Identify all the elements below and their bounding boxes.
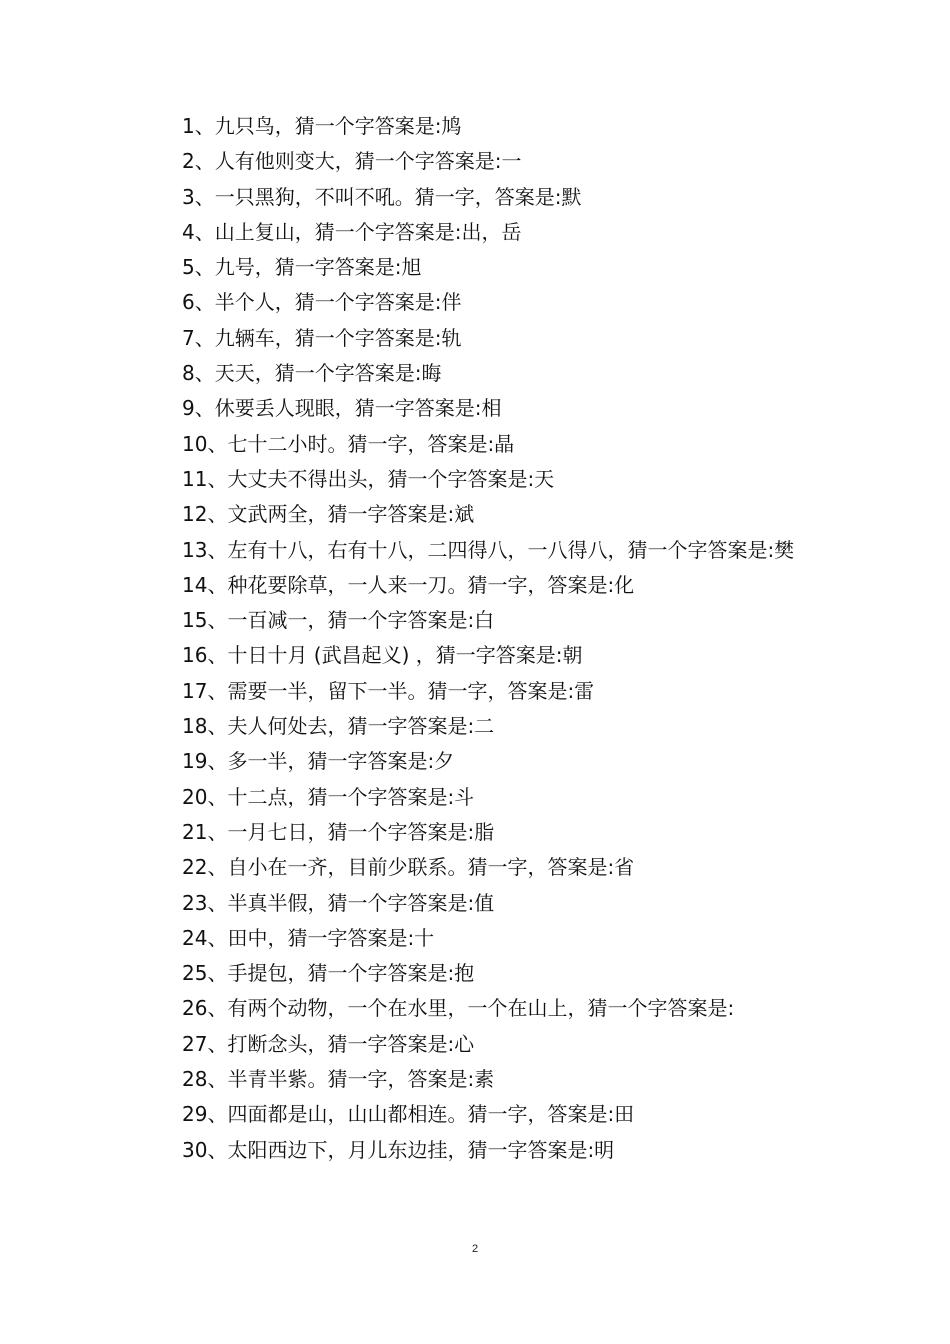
riddle-item: 12、文武两全，猜一字答案是:斌 (182, 502, 475, 527)
riddle-item: 3、一只黑狗，不叫不吼。猜一字，答案是:默 (182, 184, 582, 209)
riddle-item: 30、太阳西边下，月儿东边挂，猜一字答案是:明 (182, 1137, 615, 1162)
riddle-item: 11、大丈夫不得出头，猜一个字答案是:天 (182, 466, 555, 491)
riddle-item: 21、一月七日，猜一个字答案是:脂 (182, 819, 495, 844)
riddle-list (0, 109, 950, 1168)
riddle-item: 4、山上复山，猜一个字答案是:出，岳 (182, 219, 522, 244)
riddle-item: 22、自小在一齐，目前少联系。猜一字，答案是:省 (182, 855, 635, 880)
riddle-item: 10、七十二小时。猜一字，答案是:晶 (182, 431, 515, 456)
riddle-item: 19、多一半，猜一字答案是:夕 (182, 749, 455, 774)
riddle-item: 18、夫人何处去，猜一字答案是:二 (182, 714, 495, 739)
riddle-item: 20、十二点，猜一个字答案是:斗 (182, 784, 475, 809)
riddle-item: 7、九辆车，猜一个字答案是:轨 (182, 325, 462, 350)
riddle-item: 25、手提包，猜一个字答案是:抱 (182, 961, 475, 986)
riddle-item: 29、四面都是山，山山都相连。猜一字，答案是:田 (182, 1102, 635, 1127)
riddle-item: 2、人有他则变大，猜一个字答案是:一 (182, 149, 522, 174)
riddle-item: 8、天天，猜一个字答案是:晦 (182, 361, 442, 386)
riddle-item: 14、种花要除草，一人来一刀。猜一字，答案是:化 (182, 572, 635, 597)
riddle-item: 23、半真半假，猜一个字答案是:值 (182, 890, 495, 915)
riddle-item: 16、十日十月 (武昌起义) ，猜一字答案是:朝 (182, 643, 583, 668)
riddle-item: 27、打断念头，猜一字答案是:心 (182, 1031, 475, 1056)
riddle-item: 17、需要一半，留下一半。猜一字，答案是:雷 (182, 678, 595, 703)
riddle-item: 24、田中，猜一字答案是:十 (182, 925, 435, 950)
page-number: 2 (471, 1243, 479, 1255)
riddle-item: 15、一百减一，猜一个字答案是:白 (182, 608, 495, 633)
riddle-item: 28、半青半紫。猜一字，答案是:素 (182, 1067, 495, 1092)
riddle-item: 13、左有十八，右有十八，二四得八，一八得八，猜一个字答案是:樊 (182, 537, 795, 562)
riddle-item: 9、休要丢人现眼，猜一字答案是:相 (182, 396, 502, 421)
riddle-item: 1、九只鸟，猜一个字答案是:鸠 (182, 114, 462, 138)
riddle-item: 5、九号，猜一字答案是:旭 (182, 255, 422, 280)
riddle-item: 6、半个人，猜一个字答案是:伴 (182, 290, 462, 315)
riddle-item: 26、有两个动物，一个在水里，一个在山上，猜一个字答案是: (182, 996, 735, 1021)
